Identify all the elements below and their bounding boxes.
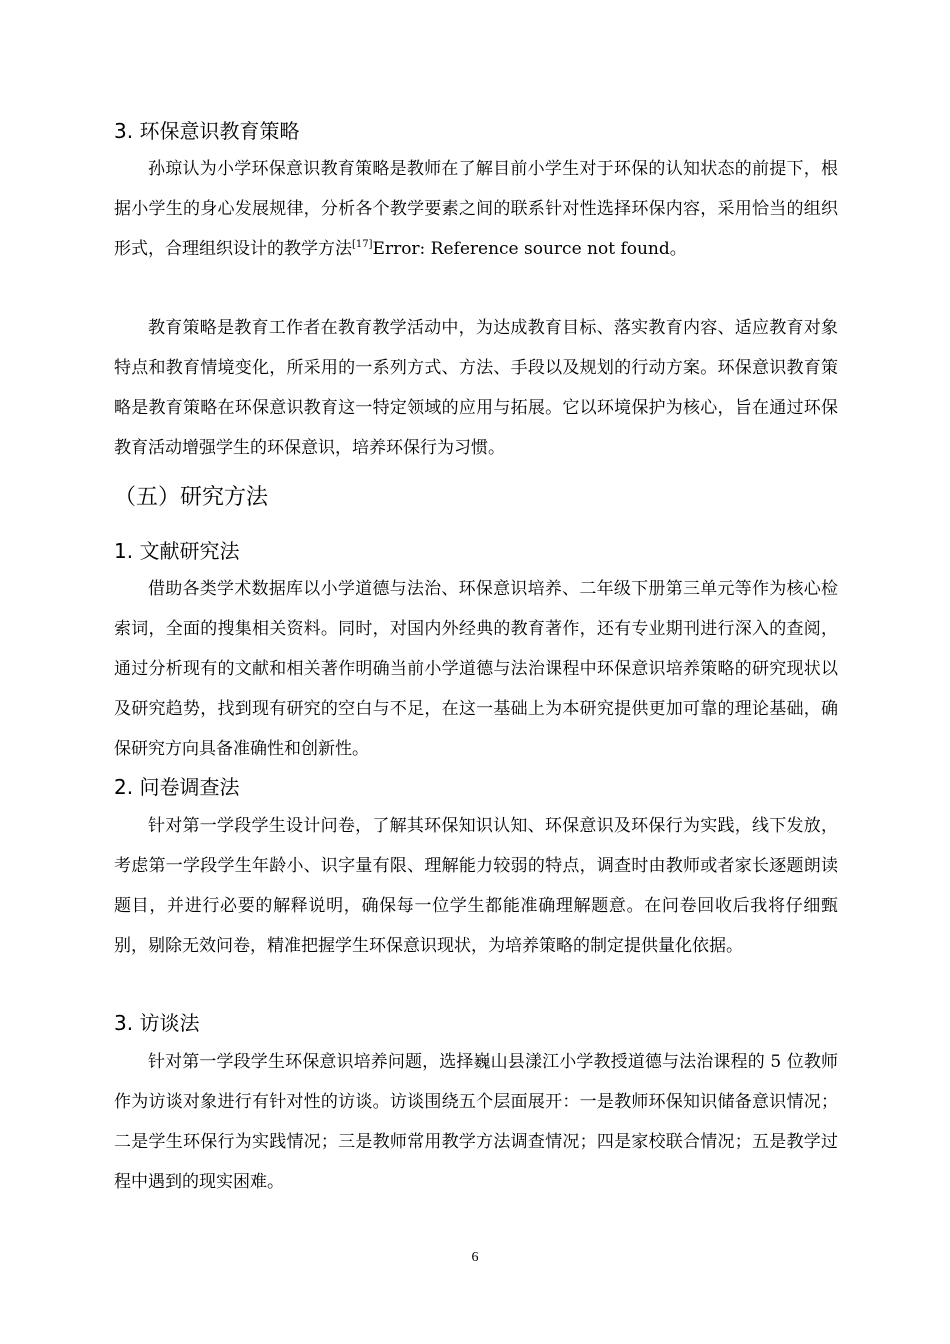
paragraph-questionnaire-method: 针对第一学段学生设计问卷，了解其环保知识认知、环保意识及环保行为实践，线下发放，考虑第一学段学生年龄小、识字量有限、理解能力较弱的特点，调查时由教师或者家长逐题朗读题目，并进行必要的解释说明，确保每一位学生都能准确理解题意。在问卷回收后我将仔细甄别，剔除无效问卷，精准把握学生环保意识现状，为培养策略的制定提供量化依据。 <box>114 816 838 956</box>
paragraph-education-strategy: 教育策略是教育工作者在教育教学活动中，为达成教育目标、落实教育内容、适应教育对象特点和教育情境变化，所采用的一系列方式、方法、手段以及规划的行动方案。环保意识教育策略是教育策略在环保意识教育这一特定领域的应用与拓展。它以环境保护为核心，旨在通过环保教育活动增强学生的环保意识，培养环保行为习惯。 <box>114 318 838 458</box>
paragraph-interview-method: 针对第一学段学生环保意识培养问题，选择巍山县漾江小学教授道德与法治课程的 5 位教师作为访谈对象进行有针对性的访谈。访谈围绕五个层面展开：一是教师环保知识储备意识情况；二是学生环保行为实践情况；三是教师常用教学方法调查情况；四是家校联合情况；五是教学过程中遇到的现实困难。 <box>114 1052 838 1192</box>
page-number: 6 <box>471 1250 479 1265</box>
subheading-literature-method: 1. 文献研究法 <box>114 539 240 563</box>
paragraph-env-strategy-definition <box>114 149 838 269</box>
section-heading-env-strategy: 3. 环保意识教育策略 <box>114 119 300 143</box>
subheading-interview-method: 3. 访谈法 <box>114 1011 200 1035</box>
citation-reference: [17] <box>352 239 373 250</box>
paragraph-literature-method: 借助各类学术数据库以小学道德与法治、环保意识培养、二年级下册第三单元等作为核心检索词，全面的搜集相关资料。同时，对国内外经典的教育著作，还有专业期刊进行深入的查阅，通过分析现有的文献和相关著作明确当前小学道德与法治课程中环保意识培养策略的研究现状以及研究趋势，找到现有研究的空白与不足，在这一基础上为本研究提供更加可靠的理论基础，确保研究方向具备准确性和创新性。 <box>114 579 838 759</box>
subheading-questionnaire-method: 2. 问卷调查法 <box>114 775 240 799</box>
reference-error-text: Error: Reference source not found。 <box>372 239 687 259</box>
paragraph-text: 孙琼认为小学环保意识教育策略是教师在了解目前小学生对于环保的认知状态的前提下，根据小学生的身心发展规律，分析各个教学要素之间的联系针对性选择环保内容，采用恰当的组织形式，合理组织设计的教学方法 <box>114 159 838 259</box>
section-heading-research-methods: （五）研究方法 <box>114 485 269 510</box>
